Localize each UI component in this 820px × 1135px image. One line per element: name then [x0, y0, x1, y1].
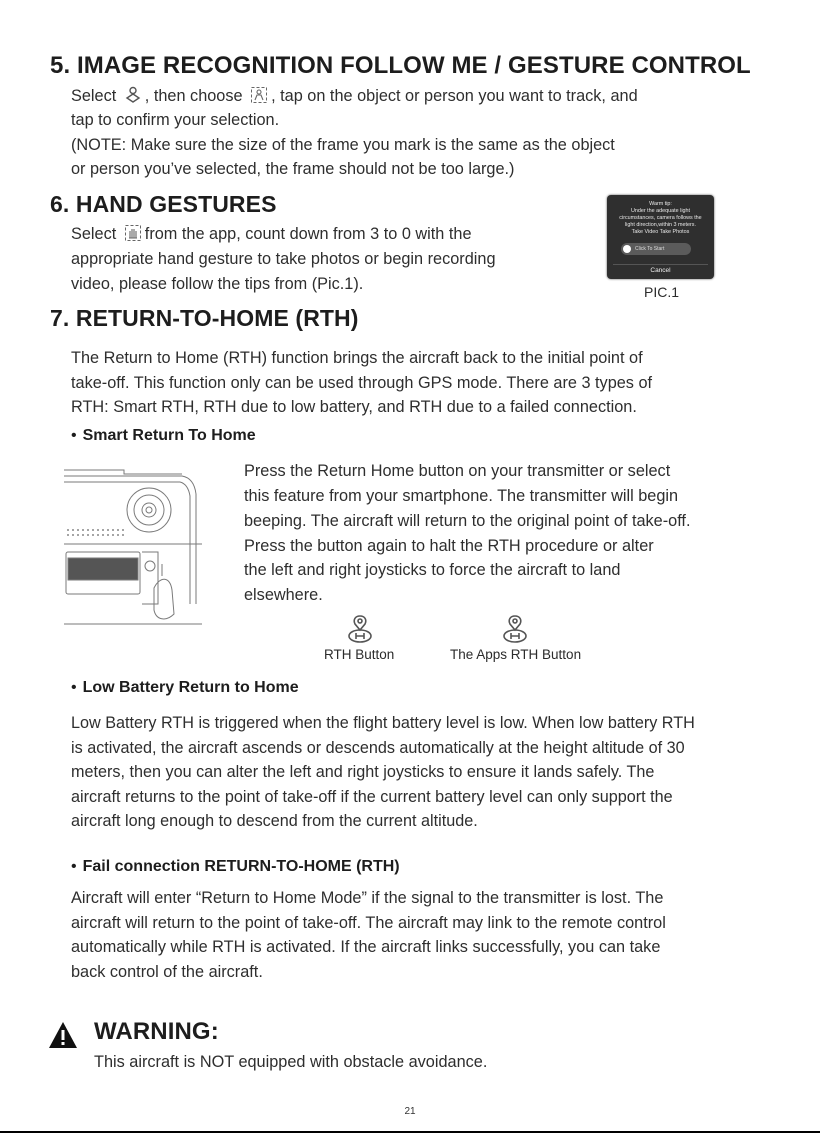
- popup-title: Warm tip:: [649, 201, 672, 207]
- bullet: •: [71, 427, 77, 444]
- cancel-button[interactable]: Cancel: [650, 267, 671, 274]
- warning-icon: [48, 1021, 78, 1049]
- section-7-heading: 7. RETURN-TO-HOME (RTH): [50, 305, 359, 331]
- bullet: •: [71, 858, 77, 875]
- smart-rth-line-1: Press the Return Home button on your transmitter or select: [244, 462, 671, 480]
- follow-me-icon: [124, 86, 142, 104]
- popup-text-3: light direction,within 3 meters.: [624, 222, 696, 228]
- section-6-line-2: appropriate hand gesture to take photos or begin recording: [71, 250, 496, 268]
- low-battery-line-4: aircraft returns to the point of take-off if the current battery level can only support the: [71, 788, 673, 806]
- section-5-heading: 5. IMAGE RECOGNITION FOLLOW ME / GESTURE CONTROL: [50, 52, 751, 79]
- hand-gesture-icon: [124, 224, 142, 242]
- rth-intro-line-1: The Return to Home (RTH) function brings the aircraft back to the initial point of: [71, 349, 643, 367]
- section-6-line-3: video, please follow the tips from (Pic.1).: [71, 275, 364, 293]
- section-6-heading: 6. HAND GESTURES: [50, 191, 277, 217]
- popup-divider: [613, 264, 708, 265]
- low-battery-line-3: meters, then you can alter the left and right joysticks to ensure it lands safely. The: [71, 763, 655, 781]
- warning-text: This aircraft is NOT equipped with obstacle avoidance.: [94, 1053, 488, 1071]
- pic-caption: PIC.1: [644, 284, 680, 300]
- smart-rth-line-6: elsewhere.: [244, 586, 323, 604]
- rth-button-icon: [345, 614, 375, 644]
- smart-rth-line-3: beeping. The aircraft will return to the original point of take-off.: [244, 512, 691, 530]
- person-track-icon: [250, 86, 268, 104]
- low-battery-line-5: aircraft long enough to descend from the current altitude.: [71, 812, 478, 830]
- rth-intro-line-2: take-off. This function only can be used through GPS mode. There are 3 types of: [71, 374, 653, 392]
- section-6-line-1: Select from the app, count down from 3 to 0 with the: [71, 225, 472, 243]
- fail-connection-line-3: automatically while RTH is activated. If the aircraft links successfully, you can take: [71, 938, 661, 956]
- section-5-line-2: tap to confirm your selection.: [71, 111, 280, 129]
- fail-connection-line-2: aircraft will return to the point of take-off. The aircraft may link to the remote control: [71, 914, 666, 932]
- warm-tip-popup: [607, 195, 714, 279]
- page-number: 21: [404, 1106, 416, 1117]
- rth-intro-line-3: RTH: Smart RTH, RTH due to low battery, and RTH due to a failed connection.: [71, 398, 637, 416]
- apps-rth-button-icon: [500, 614, 530, 644]
- smart-rth-line-4: Press the button again to halt the RTH procedure or alter: [244, 537, 654, 555]
- low-battery-line-1: Low Battery RTH is triggered when the flight battery level is low. When low battery RTH: [71, 714, 695, 732]
- start-toggle[interactable]: [621, 243, 691, 255]
- popup-text-2: circumstances, camera follows the: [619, 215, 702, 221]
- rth-button-caption: RTH Button: [324, 647, 395, 662]
- apps-rth-button-caption: The Apps RTH Button: [450, 647, 582, 662]
- fail-connection-subheading: • Fail connection RETURN-TO-HOME (RTH): [71, 858, 400, 875]
- popup-text-1: Under the adequate light: [630, 208, 691, 214]
- footer-rule: [0, 1131, 820, 1133]
- warning-title: WARNING:: [94, 1018, 219, 1045]
- transmitter-illustration: [62, 464, 212, 629]
- toggle-label: Click To Start: [635, 246, 665, 252]
- section-5-line-3: (NOTE: Make sure the size of the frame you mark is the same as the object: [71, 136, 615, 154]
- section-5-line-4: or person you’ve selected, the frame should not be too large.): [71, 160, 515, 178]
- low-battery-subheading: • Low Battery Return to Home: [71, 679, 299, 696]
- smart-rth-line-5: the left and right joysticks to force the aircraft to land: [244, 561, 621, 579]
- fail-connection-line-4: back control of the aircraft.: [71, 963, 263, 981]
- fail-connection-line-1: Aircraft will enter “Return to Home Mode” if the signal to the transmitter is lost. The: [71, 889, 664, 907]
- popup-text-4: Take Video Take Photos: [631, 229, 690, 235]
- bullet: •: [71, 679, 77, 696]
- low-battery-line-2: is activated, the aircraft ascends or descends automatically at the height altitude of 30: [71, 739, 685, 757]
- toggle-knob: [623, 245, 631, 253]
- smart-rth-line-2: this feature from your smartphone. The transmitter will begin: [244, 487, 679, 505]
- smart-rth-subheading: • Smart Return To Home: [71, 427, 256, 444]
- section-5-line-1: Select , then choose , tap on the object or person you want to track, and: [71, 87, 638, 105]
